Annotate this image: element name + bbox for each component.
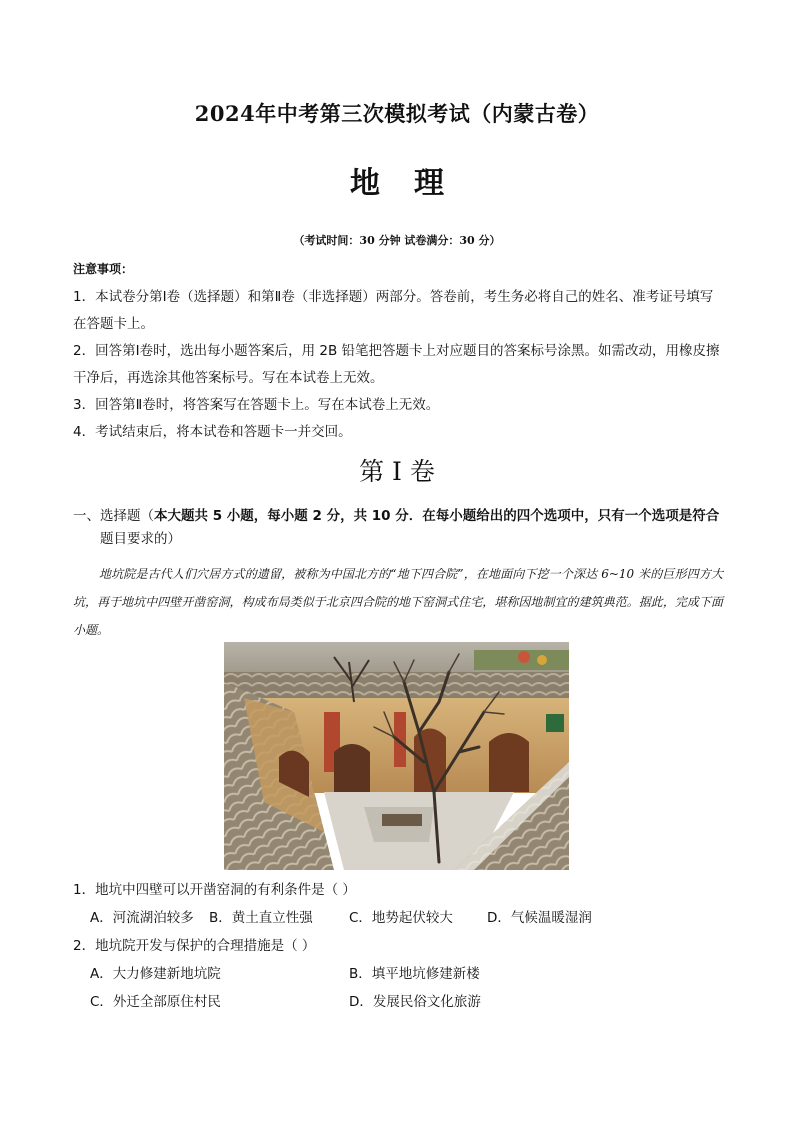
reading-passage — [73, 560, 723, 644]
question-2-option-a: A．大力修建新地坑院 — [90, 966, 221, 982]
question-2-option-b: B．填平地坑修建新楼 — [349, 966, 480, 982]
part-heading-bold: 本大题共 5 小题，每小题 2 分，共 10 分．在每小题给出的四个选项中，只有一个选项是符合 — [154, 508, 720, 524]
exam-title: 2024年中考第三次模拟考试（内蒙古卷） — [194, 101, 600, 126]
subject-title — [0, 158, 794, 202]
subject-char-2: 理 — [414, 166, 444, 201]
courtyard-photo-image — [224, 642, 569, 870]
question-2-option-d: D．发展民俗文化旅游 — [349, 994, 481, 1010]
subject-char-1: 地 — [350, 166, 380, 201]
part-heading — [73, 505, 723, 551]
notice-item-4: 4．考试结束后，将本试卷和答题卡一并交回。 — [73, 424, 352, 440]
exam-time-and-score: （考试时间：30 分钟 试卷满分：30 分） — [293, 234, 501, 247]
question-1-option-b: B．黄土直立性强 — [209, 910, 313, 926]
question-1-option-d: D．气候温暖湿润 — [487, 910, 592, 926]
notice-item-3: 3．回答第Ⅱ卷时，将答案写在答题卡上。写在本试卷上无效。 — [73, 397, 440, 413]
question-1-option-c: C．地势起伏较大 — [349, 910, 453, 926]
question-1-option-a: A．河流湖泊较多 — [90, 910, 194, 926]
notice-heading: 注意事项： — [73, 262, 134, 276]
question-2-stem: 2．地坑院开发与保护的合理措施是（ ） — [73, 938, 316, 954]
courtyard-photo — [224, 642, 569, 870]
notice-item-2: 2．回答第Ⅰ卷时，选出每小题答案后，用 2B 铅笔把答题卡上对应题目的答案标号涂黑。如需改动，用橡皮擦干净后，再选涂其他答案标号。写在本试卷上无效。 — [73, 343, 720, 386]
part-heading-prefix: 一、选择题（ — [73, 508, 154, 524]
passage-text: 地坑院是古代人们穴居方式的遗留，被称为中国北方的“地下四合院”，在地面向下挖一个深达 6~10 米的巨形四方大坑，再于地坑中四壁开凿窑洞，构成布局类似于北京四合院的地下窑洞式住宅，堪称因地制宜的建筑典范。据此，完成下面小题。 — [73, 567, 723, 637]
section-title: 第 I 卷 — [359, 457, 435, 486]
question-1-stem: 1．地坑中四壁可以开凿窑洞的有利条件是（ ） — [73, 882, 356, 898]
question-2-option-c: C．外迁全部原住村民 — [90, 994, 221, 1010]
notice-item-1: 1．本试卷分第Ⅰ卷（选择题）和第Ⅱ卷（非选择题）两部分。答卷前，考生务必将自己的姓名、准考证号填写在答题卡上。 — [73, 289, 714, 332]
part-heading-line-2: 题目要求的） — [100, 531, 181, 547]
